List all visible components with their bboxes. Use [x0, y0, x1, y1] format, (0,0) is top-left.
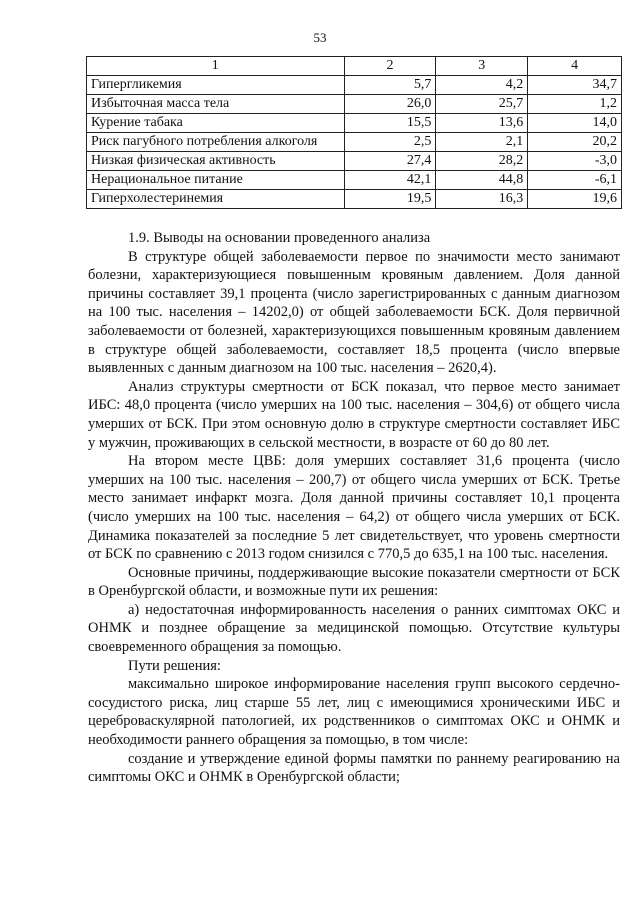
table-cell-value: 26,0	[344, 95, 436, 114]
table-row	[87, 190, 622, 209]
paragraph: Основные причины, поддерживающие высокие показатели смертности от БСК в Оренбургской области, и возможные пути их решения:	[88, 564, 620, 600]
table-row	[87, 114, 622, 133]
table-cell-value: 44,8	[436, 171, 528, 190]
section-heading: 1.9. Выводы на основании проведенного анализа	[128, 230, 431, 246]
risk-factor-name: Низкая физическая активность	[87, 152, 345, 171]
table-cell-value: 1,2	[528, 95, 622, 114]
table-cell-value: 28,2	[436, 152, 528, 171]
table-cell-value: 19,5	[344, 190, 436, 209]
document-body	[88, 229, 620, 787]
risk-factor-name: Гиперхолестеринемия	[87, 190, 345, 209]
risk-factor-name: Гипергликемия	[87, 76, 345, 95]
table-row	[87, 95, 622, 114]
risk-factor-name: Нерациональное питание	[87, 171, 345, 190]
table-cell-value: 25,7	[436, 95, 528, 114]
column-header: 3	[436, 57, 528, 76]
table-cell-value: 13,6	[436, 114, 528, 133]
table-cell-value: 2,5	[344, 133, 436, 152]
column-header: 1	[87, 57, 345, 76]
table-cell-value: 14,0	[528, 114, 622, 133]
table-cell-value: 42,1	[344, 171, 436, 190]
table-cell-value: 19,6	[528, 190, 622, 209]
page-number: 53	[313, 30, 327, 45]
table-cell-value: 27,4	[344, 152, 436, 171]
risk-factors-table	[86, 56, 622, 209]
table-cell-value: 20,2	[528, 133, 622, 152]
paragraph: В структуре общей заболеваемости первое по значимости место занимают болезни, характеризующиеся повышенным кровяным давлением. Доля данной причины составляет 39,1 процента (число зарегистрированных с данным диагнозом на 100 тыс. населения – 14202,0) от общей заболеваемости БСК. Доля первичной заболеваемости от болезней, характеризующихся повышенным кровяным давлением в структуре общей заболеваемости, составляет 18,5 процента (число впервые выявленных с данным диагнозом на 100 тыс. населения – 2620,4).	[88, 248, 620, 377]
table-row	[87, 171, 622, 190]
column-header: 4	[528, 57, 622, 76]
table-cell-value: 34,7	[528, 76, 622, 95]
paragraph: Анализ структуры смертности от БСК показал, что первое место занимает ИБС: 48,0 процента (число умерших на 100 тыс. населения – 304,6) от общего числа умерших от БСК. При этом основную долю в структуре смертности составляет ИБС у мужчин, проживающих в сельской местности, в возрасте от 60 до 80 лет.	[88, 378, 620, 451]
risk-factor-name: Риск пагубного потребления алкоголя	[87, 133, 345, 152]
risk-factor-name: Избыточная масса тела	[87, 95, 345, 114]
table-row	[87, 76, 622, 95]
table-header-row	[87, 57, 622, 76]
table-cell-value: 16,3	[436, 190, 528, 209]
table-cell-value: 4,2	[436, 76, 528, 95]
paragraph: максимально широкое информирование населения групп высокого сердечно-сосудистого риска, лиц старше 55 лет, лиц с имеющимися хроническими ИБС и цереброваскулярной патологией, их родственников о симптомах ОКС и ОНМК и необходимости раннего обращения за помощью, в том числе:	[88, 676, 620, 749]
risk-factor-name: Курение табака	[87, 114, 345, 133]
paragraph: а) недостаточная информированность населения о ранних симптомах ОКС и ОНМК и позднее обращение за медицинской помощью. Отсутствие культуры своевременного обращения за помощью.	[88, 601, 620, 656]
table-row	[87, 133, 622, 152]
paragraph: Пути решения:	[128, 657, 221, 674]
table-row	[87, 152, 622, 171]
table-cell-value: -3,0	[528, 152, 622, 171]
table-cell-value: 15,5	[344, 114, 436, 133]
paragraph: создание и утверждение единой формы памятки по раннему реагированию на симптомы ОКС и ОНМК в Оренбургской области;	[88, 750, 620, 786]
table-cell-value: 2,1	[436, 133, 528, 152]
table-cell-value: -6,1	[528, 171, 622, 190]
column-header: 2	[344, 57, 436, 76]
paragraph: На втором месте ЦВБ: доля умерших составляет 31,6 процента (число умерших на 100 тыс. населения – 200,7) от общего числа умерших от БСК. Третье место занимает инфаркт мозга. Доля данной причины составляет 10,1 процента (число умерших на 100 тыс. населения – 64,2) от общего числа умерших от БСК. Динамика показателей за последние 5 лет свидетельствует, что уровень смертности от БСК по сравнению с 2013 годом снизился с 770,5 до 635,1 на 100 тыс. населения.	[88, 453, 620, 563]
table-cell-value: 5,7	[344, 76, 436, 95]
